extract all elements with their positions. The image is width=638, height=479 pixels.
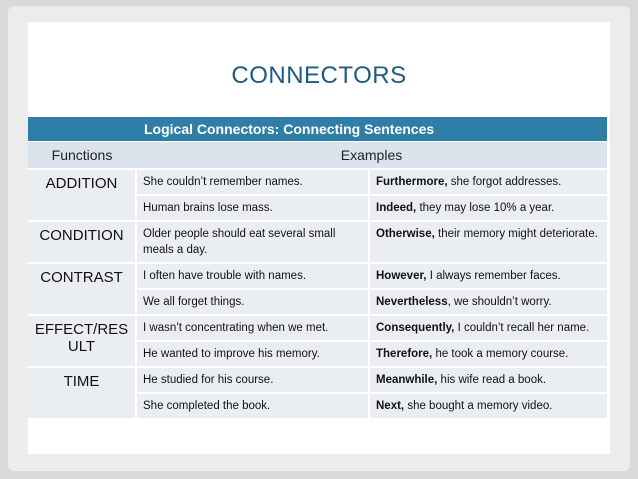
connector-rest: their memory might deteriorate.	[434, 228, 598, 240]
table-banner: Logical Connectors: Connecting Sentences	[136, 117, 607, 142]
connector-rest: , we shouldn’t worry.	[447, 296, 552, 308]
connector-word: Indeed,	[376, 202, 417, 214]
example-sentence-cell: She completed the book.	[136, 393, 369, 418]
connector-sentence-cell	[369, 315, 607, 341]
connector-word: Next,	[376, 400, 405, 412]
page-title: CONNECTORS	[231, 62, 407, 89]
example-sentence-cell: Human brains lose mass.	[136, 195, 369, 221]
connector-rest: they may lose 10% a year.	[416, 202, 555, 214]
table-row	[28, 367, 607, 393]
function-cell: EFFECT/RES ULT	[28, 315, 136, 367]
example-sentence-cell: Older people should eat several small meals a day.	[136, 221, 369, 263]
connector-sentence-cell	[369, 169, 607, 195]
connector-rest: he took a memory course.	[432, 348, 569, 360]
example-sentence-cell: She couldn’t remember names.	[136, 169, 369, 195]
header-examples: Examples	[136, 142, 607, 170]
connector-word: However,	[376, 270, 427, 282]
connector-word: Nevertheless	[376, 296, 448, 308]
connector-sentence-cell	[369, 341, 607, 367]
example-sentence-cell: I often have trouble with names.	[136, 263, 369, 289]
table-row	[28, 221, 607, 263]
connector-rest: I couldn’t recall her name.	[454, 322, 590, 334]
example-sentence-cell: He studied for his course.	[136, 367, 369, 393]
connector-rest: his wife read a book.	[437, 374, 547, 386]
connector-word: Furthermore,	[376, 176, 448, 188]
table-row	[28, 263, 607, 289]
function-cell: CONTRAST	[28, 263, 136, 315]
connector-sentence-cell	[369, 367, 607, 393]
function-cell: CONDITION	[28, 221, 136, 263]
connector-sentence-cell	[369, 289, 607, 315]
connector-sentence-cell	[369, 221, 607, 263]
connector-sentence-cell	[369, 195, 607, 221]
connector-word: Otherwise,	[376, 228, 435, 240]
function-cell: ADDITION	[28, 169, 136, 221]
connector-rest: she forgot addresses.	[447, 176, 562, 188]
table-banner-row	[28, 117, 607, 142]
example-sentence-cell: I wasn’t concentrating when we met.	[136, 315, 369, 341]
function-cell: TIME	[28, 367, 136, 418]
example-sentence-cell: We all forget things.	[136, 289, 369, 315]
header-functions: Functions	[28, 142, 136, 170]
connector-rest: she bought a memory video.	[404, 400, 553, 412]
example-sentence-cell: He wanted to improve his memory.	[136, 341, 369, 367]
connector-rest: I always remember faces.	[426, 270, 561, 282]
table-header-row	[28, 142, 607, 170]
table-row	[28, 315, 607, 341]
connector-sentence-cell	[369, 263, 607, 289]
table-row	[28, 169, 607, 195]
connector-word: Meanwhile,	[376, 374, 438, 386]
connector-word: Consequently,	[376, 322, 455, 334]
connector-sentence-cell	[369, 393, 607, 418]
connectors-table	[28, 117, 607, 418]
connector-word: Therefore,	[376, 348, 433, 360]
